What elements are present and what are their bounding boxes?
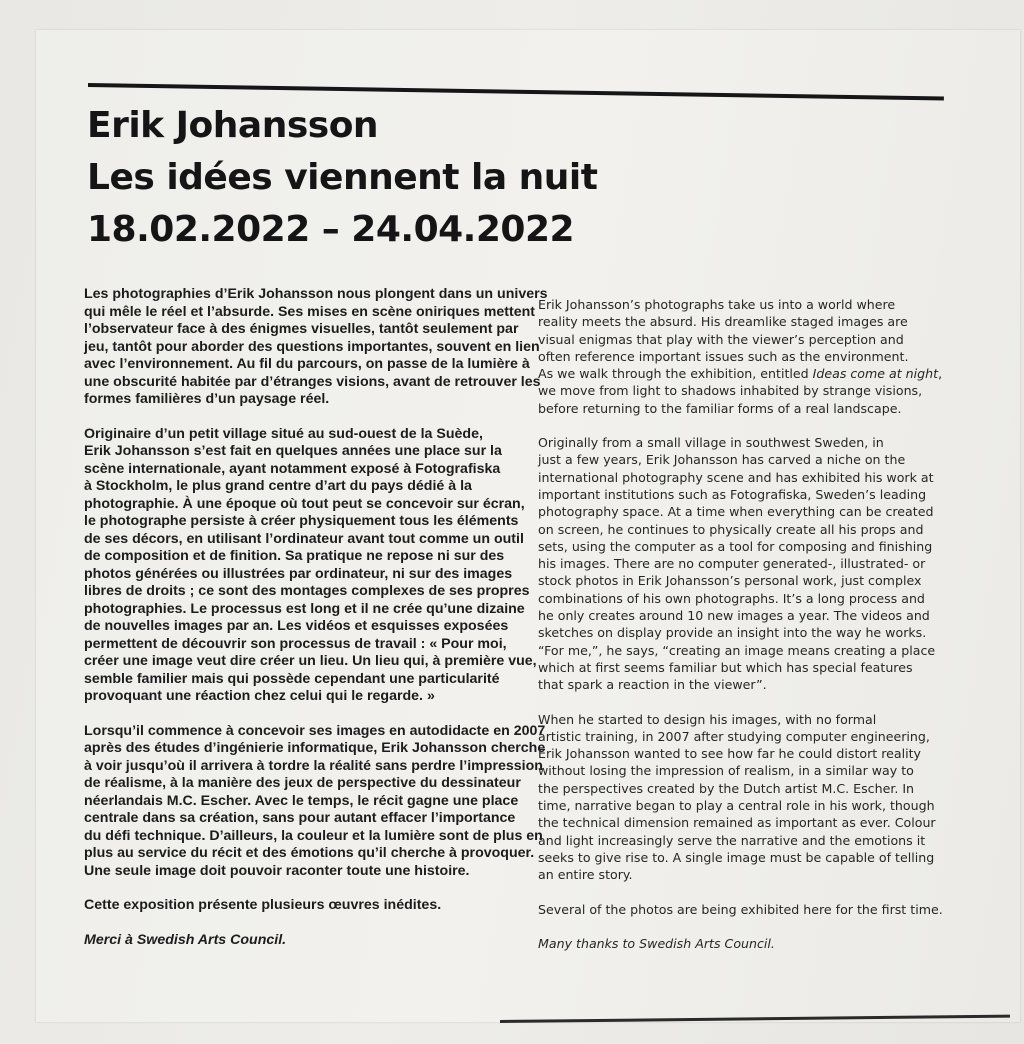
text-line: après des études d’ingénierie informatique, Erik Johansson cherche bbox=[84, 740, 546, 756]
french-paragraph-1 bbox=[84, 286, 548, 409]
exhibition-dates: 18.02.2022 – 24.04.2022 bbox=[87, 209, 575, 250]
text-line: time, narrative began to play a central role in his work, though bbox=[538, 798, 935, 814]
text-line: à voir jusqu’où il arrivera à tordre la réalité sans perdre l’impression bbox=[84, 757, 543, 774]
text-line: on screen, he continues to physically create all his props and bbox=[538, 521, 924, 537]
text-line: Cette exposition présente plusieurs œuvres inédites. bbox=[84, 897, 442, 913]
text-line: before returning to the familiar forms of a real landscape. bbox=[538, 400, 902, 416]
french-paragraph-4 bbox=[84, 897, 534, 915]
text-line: Originaire d’un petit village situé au sud-ouest de la Suède, bbox=[84, 425, 483, 442]
paragraph-gap bbox=[538, 417, 978, 434]
artist-name: Erik Johansson bbox=[87, 105, 379, 146]
text-line: qui mêle le réel et l’absurde. Ses mises en scène oniriques mettent bbox=[84, 303, 536, 320]
paragraph-gap bbox=[538, 694, 978, 711]
text-line: photographie. À une époque où tout peut se concevoir sur écran, bbox=[84, 495, 525, 512]
exhibition-title-english: Ideas come at night bbox=[812, 366, 939, 382]
text-line: When he started to design his images, with no formal bbox=[538, 711, 877, 727]
french-paragraph-2 bbox=[84, 425, 537, 706]
text-line: and light increasingly serve the narrative and the emotions it bbox=[538, 832, 926, 848]
text-line: often reference important issues such as the environment. bbox=[538, 348, 909, 364]
text-line: de nouvelles images par an. Les vidéos et esquisses exposées bbox=[84, 618, 509, 634]
text-line: Erik Johansson wanted to see how far he could distort reality bbox=[538, 746, 921, 762]
text-line: de réalisme, à la manière des jeux de perspective du dessinateur bbox=[84, 775, 521, 791]
text-line: “For me,”, he says, “creating an image means creating a place bbox=[538, 642, 936, 658]
text-line: Lorsqu’il commence à concevoir ses images en autodidacte en 2007 bbox=[84, 722, 546, 739]
text-line: Several of the photos are being exhibited here for the first time. bbox=[538, 901, 943, 917]
text-line: une obscurité habitée par d’étranges visions, avant de retrouver les bbox=[84, 373, 541, 390]
text-line: Erik Johansson s’est fait en quelques années une place sur la bbox=[84, 443, 502, 459]
text-line: l’observateur face à des énigmes visuelles, tantôt seulement par bbox=[84, 321, 519, 337]
text-line: the technical dimension remained as important as ever. Colour bbox=[538, 815, 936, 831]
text-line: semble familier mais qui possède cependant une particularité bbox=[84, 670, 500, 687]
text-line: jeu, tantôt pour aborder des questions importantes, souvent en lien bbox=[84, 338, 540, 355]
text-segment: As we walk through the exhibition, entitled bbox=[538, 366, 813, 382]
text-line: photographies. Le processus est long et il ne crée qu’une dizaine bbox=[84, 600, 525, 617]
text-line: néerlandais M.C. Escher. Avec le temps, le récit gagne une place bbox=[84, 792, 519, 809]
text-line bbox=[538, 365, 978, 382]
text-line: sketches on display provide an insight into the way he works. bbox=[538, 625, 927, 641]
text-line: without losing the impression of realism, in a similar way to bbox=[538, 763, 914, 779]
text-line: Une seule image doit pouvoir raconter toute une histoire. bbox=[84, 862, 470, 879]
text-line: Les photographies d’Erik Johansson nous plongent dans un univers bbox=[84, 286, 548, 302]
text-line: an entire story. bbox=[538, 867, 633, 883]
text-line: photos générées ou illustrées par ordinateur, ni sur des images bbox=[84, 565, 513, 582]
text-line: permettent de découvrir son processus de travail : « Pour moi, bbox=[84, 635, 507, 652]
english-paragraph-3 bbox=[538, 711, 978, 884]
exhibition-name: Les idées viennent la nuit bbox=[87, 157, 598, 198]
text-line: de ses décors, en utilisant l’ordinateur avant tout comme un outil bbox=[84, 530, 524, 547]
text-segment: , bbox=[938, 366, 943, 382]
text-line: his images. There are no computer generated-, illustrated- or bbox=[538, 556, 926, 572]
text-line: stock photos in Erik Johansson’s personal work, just complex bbox=[538, 573, 922, 589]
text-line: avec l’environnement. Au fil du parcours, on passe de la lumière à bbox=[84, 356, 530, 372]
text-line: plus au service du récit et des émotions qu’il cherche à provoquer. bbox=[84, 845, 535, 861]
text-line: just a few years, Erik Johansson has carved a niche on the bbox=[538, 452, 906, 468]
paragraph-gap bbox=[538, 884, 978, 901]
text-line: reality meets the absurd. His dreamlike staged images are bbox=[538, 314, 908, 330]
paragraph-gap bbox=[84, 409, 534, 426]
text-line: libres de droits ; ce sont des montages complexes de ses propres bbox=[84, 583, 530, 599]
text-line: Many thanks to Swedish Arts Council. bbox=[538, 935, 775, 951]
text-line: le photographe persiste à créer physiquement tous les éléments bbox=[84, 513, 519, 529]
french-text-column bbox=[84, 286, 548, 949]
text-line: sets, using the computer as a tool for composing and finishing bbox=[538, 538, 933, 554]
text-line: formes familières d’un paysage réel. bbox=[84, 391, 330, 407]
paragraph-gap bbox=[538, 918, 978, 935]
french-paragraph-3 bbox=[84, 722, 546, 881]
text-line: the perspectives created by the Dutch artist M.C. Escher. In bbox=[538, 780, 915, 796]
text-line: seeks to give rise to. A single image must be capable of telling bbox=[538, 849, 935, 865]
text-line: Merci à Swedish Arts Council. bbox=[84, 931, 287, 948]
english-text-column bbox=[538, 296, 978, 952]
text-line: photography space. At a time when everything can be created bbox=[538, 504, 934, 520]
paragraph-gap bbox=[84, 706, 534, 723]
paragraph-gap bbox=[84, 880, 534, 897]
text-line: that spark a reaction in the viewer”. bbox=[538, 677, 767, 693]
french-thanks bbox=[84, 932, 534, 950]
paragraph-gap bbox=[84, 915, 534, 932]
text-line: important institutions such as Fotografiska, Sweden’s leading bbox=[538, 486, 927, 502]
english-paragraph-4 bbox=[538, 901, 978, 918]
text-line: which at first seems familiar but which has special features bbox=[538, 659, 913, 675]
text-line: provoquant une réaction chez celui qui le regarde. » bbox=[84, 688, 435, 704]
text-line: combinations of his own photographs. It’s a long process and bbox=[538, 590, 925, 606]
text-line: de composition et de finition. Sa pratique ne repose ni sur des bbox=[84, 548, 505, 564]
english-paragraph-1 bbox=[538, 296, 978, 417]
text-line: visual enigmas that play with the viewer’s perception and bbox=[538, 331, 904, 347]
text-line: à Stockholm, le plus grand centre d’art du pays dédié à la bbox=[84, 478, 472, 494]
text-line: créer une image veut dire créer un lieu. Un lieu qui, à première vue, bbox=[84, 653, 537, 669]
english-paragraph-2 bbox=[538, 434, 978, 693]
text-line: international photography scene and has exhibited his work at bbox=[538, 469, 934, 485]
text-line: he only creates around 10 new images a year. The videos and bbox=[538, 608, 930, 624]
text-line: scène internationale, ayant notamment exposé à Fotografiska bbox=[84, 460, 501, 477]
text-line: Originally from a small village in southwest Sweden, in bbox=[538, 435, 884, 451]
text-line: artistic training, in 2007 after studying computer engineering, bbox=[538, 728, 930, 744]
english-thanks bbox=[538, 935, 978, 952]
text-line: Erik Johansson’s photographs take us into a world where bbox=[538, 297, 896, 312]
text-line: centrale dans sa création, sans pour autant effacer l’importance bbox=[84, 810, 516, 826]
exhibition-title bbox=[87, 100, 597, 256]
text-line: du défi technique. D’ailleurs, la couleur et la lumière sont de plus en bbox=[84, 827, 543, 844]
text-line: we move from light to shadows inhabited by strange visions, bbox=[538, 383, 923, 399]
